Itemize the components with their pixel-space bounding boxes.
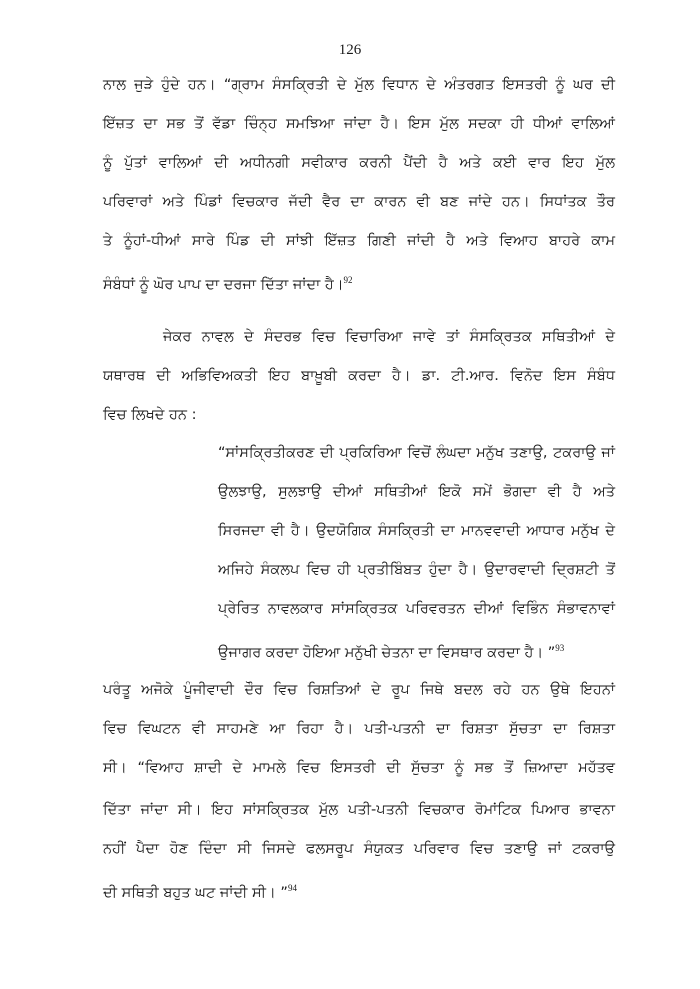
quote-line: ਪ੍ਰੇਰਿਤ ਨਾਵਲਕਾਰ ਸਾਂਸਕ੍ਰਿਤਕ ਪਰਿਵਰਤਨ ਦੀਆਂ ਵਿਭਿੰਨ ਸੰਭਾਵਨਾਵਾਂ [218,601,615,617]
text-line: ਪਰੰਤੂ ਅਜੋਕੇ ਪੂੰਜੀਵਾਦੀ ਦੌਰ ਵਿਚ ਰਿਸ਼ਤਿਆਂ ਦੇ ਰੂਪ ਜਿਥੇ ਬਦਲ ਰਹੇ ਹਨ ਉਥੇ ਇਹਨਾਂ [103,682,615,698]
quote-line: ਸਿਰਜਦਾ ਵੀ ਹੈ। ਉਦਯੋਗਿਕ ਸੰਸਕ੍ਰਿਤੀ ਦਾ ਮਾਨਵਵਾਦੀ ਆਧਾਰ ਮਨੁੱਖ ਦੇ [218,523,615,539]
text-line: ਨੂੰ ਪੁੱਤਾਂ ਵਾਲਿਆਂ ਦੀ ਅਧੀਨਗੀ ਸਵੀਕਾਰ ਕਰਨੀ ਪੈਂਦੀ ਹੈ ਅਤੇ ਕਈ ਵਾਰ ਇਹ ਮੁੱਲ [103,155,615,171]
page-number: 126 [338,42,362,58]
text-line: ਦਿੱਤਾ ਜਾਂਦਾ ਸੀ। ਇਹ ਸਾਂਸਕ੍ਰਿਤਕ ਮੁੱਲ ਪਤੀ-ਪਤਨੀ ਵਿਚਕਾਰ ਰੋਮਾਂਟਿਕ ਪਿਆਰ ਭਾਵਨਾ [103,802,615,818]
text-line: ਵਿਚ ਵਿਘਟਨ ਵੀ ਸਾਹਮਣੇ ਆ ਰਿਹਾ ਹੈ। ਪਤੀ-ਪਤਨੀ ਦਾ ਰਿਸ਼ਤਾ ਸੁੱਚਤਾ ਦਾ ਰਿਸ਼ਤਾ [103,721,615,737]
text-line: ਤੇ ਨੂੰਹਾਂ-ਧੀਆਂ ਸਾਰੇ ਪਿੰਡ ਦੀ ਸਾਂਝੀ ਇੱਜ਼ਤ ਗਿਣੀ ਜਾਂਦੀ ਹੈ ਅਤੇ ਵਿਆਹ ਬਾਹਰੇ ਕਾਮ [103,233,615,249]
text-line: ਪਰਿਵਾਰਾਂ ਅਤੇ ਪਿੰਡਾਂ ਵਿਚਕਾਰ ਜੱਦੀ ਵੈਰ ਦਾ ਕਾਰਨ ਵੀ ਬਣ ਜਾਂਦੇ ਹਨ। ਸਿਧਾਂਤਕ ਤੌਰ [103,194,615,210]
footnote-ref: 94 [287,883,297,893]
text-line: ਜੇਕਰ ਨਾਵਲ ਦੇ ਸੰਦਰਭ ਵਿਚ ਵਿਚਾਰਿਆ ਜਾਵੇ ਤਾਂ ਸੰਸਕ੍ਰਿਤਕ ਸਥਿਤੀਆਂ ਦੇ [163,329,615,345]
text-line: ਯਥਾਰਥ ਦੀ ਅਭਿਵਿਅਕਤੀ ਇਹ ਬਾਖ਼ੂਬੀ ਕਰਦਾ ਹੈ। ਡਾ. ਟੀ.ਆਰ. ਵਿਨੋਦ ਇਸ ਸੰਬੰਧ [103,368,615,384]
text-line: ਸੀ। “ਵਿਆਹ ਸ਼ਾਦੀ ਦੇ ਮਾਮਲੇ ਵਿਚ ਇਸਤਰੀ ਦੀ ਸੁੱਚਤਾ ਨੂੰ ਸਭ ਤੋਂ ਜ਼ਿਆਦਾ ਮਹੱਤਵ [103,760,615,776]
quote-line: “ਸਾਂਸਕ੍ਰਿਤੀਕਰਣ ਦੀ ਪ੍ਰਕਿਰਿਆ ਵਿਚੋਂ ਲੰਘਦਾ ਮਨੁੱਖ ਤਣਾਉ, ਟਕਰਾਉ ਜਾਂ [218,445,615,461]
quote-line: ਉਲਝਾਉ, ਸੁਲਝਾਉ ਦੀਆਂ ਸਥਿਤੀਆਂ ਇਕੋ ਸਮੇਂ ਭੋਗਦਾ ਵੀ ਹੈ ਅਤੇ [218,484,615,500]
text: ਸੰਬੰਧਾਂ ਨੂੰ ਘੋਰ ਪਾਪ ਦਾ ਦਰਜਾ ਦਿੱਤਾ ਜਾਂਦਾ ਹੈ। [103,277,344,293]
quote-line: ਅਜਿਹੇ ਸੰਕਲਪ ਵਿਚ ਹੀ ਪ੍ਰਤੀਬਿੰਬਤ ਹੁੰਦਾ ਹੈ। ਉਦਾਰਵਾਦੀ ਦ੍ਰਿਸ਼ਟੀ ਤੋਂ [218,562,615,578]
quote-line-last [218,638,615,663]
text-line-last [103,878,615,903]
footnote-ref: 92 [343,275,353,285]
text-line: ਵਿਚ ਲਿਖਦੇ ਹਨ : [103,407,197,423]
text: ਉਜਾਗਰ ਕਰਦਾ ਹੋਇਆ ਮਨੁੱਖੀ ਚੇਤਨਾ ਦਾ ਵਿਸਥਾਰ ਕਰਦਾ ਹੈ। ” [218,645,556,661]
footnote-ref: 93 [555,643,565,653]
text: ਦੀ ਸਥਿਤੀ ਬਹੁਤ ਘਟ ਜਾਂਦੀ ਸੀ। ” [103,885,288,901]
text-line: ਨਾਲ ਜੁੜੇ ਹੁੰਦੇ ਹਨ। “ਗ੍ਰਾਮ ਸੰਸਕ੍ਰਿਤੀ ਦੇ ਮੁੱਲ ਵਿਧਾਨ ਦੇ ਅੰਤਰਗਤ ਇਸਤਰੀ ਨੂੰ ਘਰ ਦੀ [103,77,615,93]
text-line-last [103,270,615,295]
text-line: ਨਹੀਂ ਪੈਦਾ ਹੋਣ ਦਿੰਦਾ ਸੀ ਜਿਸਦੇ ਫਲਸਰੂਪ ਸੰਯੁਕਤ ਪਰਿਵਾਰ ਵਿਚ ਤਣਾਉ ਜਾਂ ਟਕਰਾਉ [103,841,615,857]
text-line: ਇੱਜ਼ਤ ਦਾ ਸਭ ਤੋਂ ਵੱਡਾ ਚਿੰਨ੍ਹ ਸਮਝਿਆ ਜਾਂਦਾ ਹੈ। ਇਸ ਮੁੱਲ ਸਦਕਾ ਹੀ ਧੀਆਂ ਵਾਲਿਆਂ [103,116,615,132]
